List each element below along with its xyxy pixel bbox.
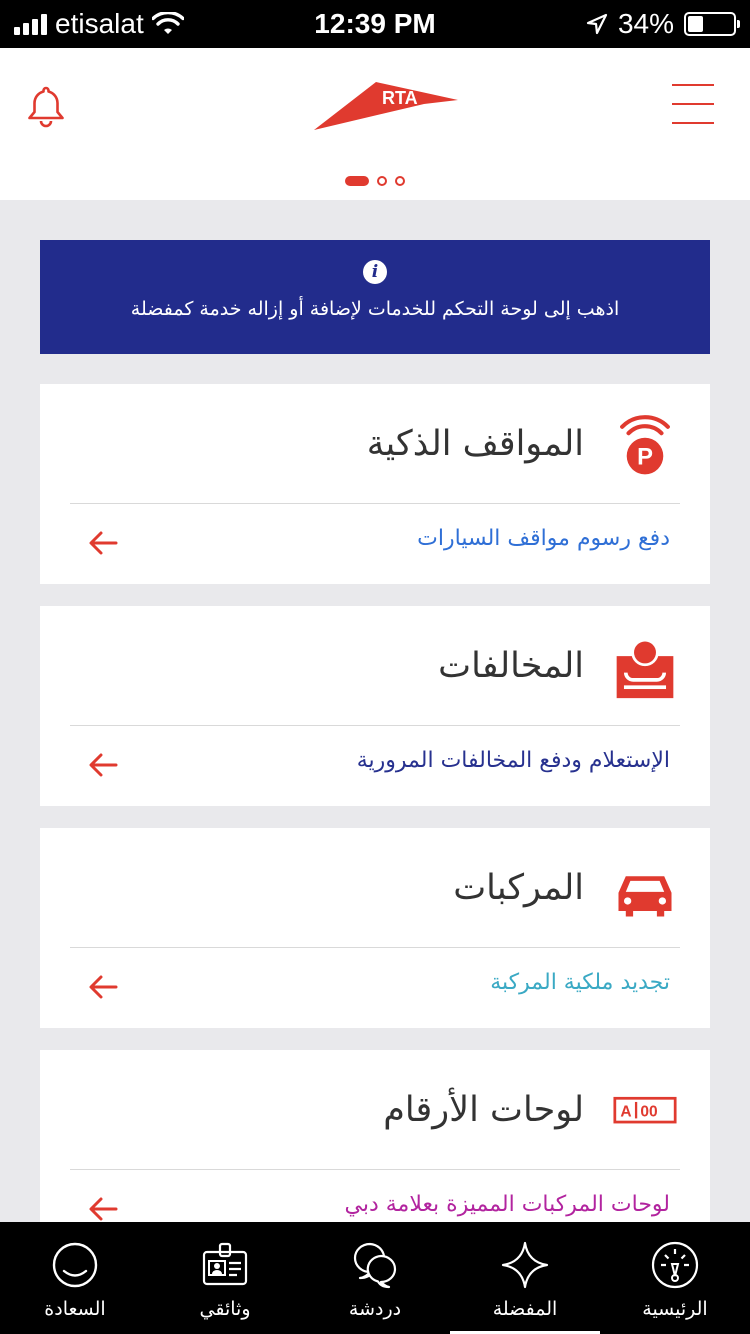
page-indicator	[0, 176, 750, 186]
documents-icon	[200, 1240, 250, 1290]
nav-label: السعادة	[44, 1298, 106, 1320]
arrow-left-icon	[88, 974, 118, 1000]
nav-home[interactable]	[600, 1222, 750, 1334]
car-icon	[610, 858, 680, 922]
nav-label: المفضلة	[492, 1298, 558, 1320]
page-dot[interactable]	[377, 176, 387, 186]
plate-icon	[610, 1080, 680, 1144]
home-gauge-icon	[650, 1240, 700, 1290]
svg-text:P: P	[637, 443, 653, 471]
service-card-plates	[40, 1050, 710, 1222]
svg-text:00: 00	[640, 1103, 658, 1121]
rta-logo	[312, 78, 462, 134]
parking-icon	[610, 414, 680, 478]
rta-logo-text: RTA	[382, 88, 418, 108]
service-link-row[interactable]	[70, 504, 680, 584]
nav-favorites[interactable]	[450, 1222, 600, 1334]
battery-icon	[684, 12, 736, 36]
nav-happiness[interactable]	[0, 1222, 150, 1334]
service-link[interactable]: الإستعلام ودفع المخالفات المرورية	[356, 748, 670, 773]
service-link[interactable]: دفع رسوم مواقف السيارات	[417, 526, 670, 551]
happiness-icon	[50, 1240, 100, 1290]
nav-chat[interactable]	[300, 1222, 450, 1334]
nav-documents[interactable]	[150, 1222, 300, 1334]
page-dot[interactable]	[345, 176, 369, 186]
status-bar	[0, 0, 750, 48]
card-title: المخالفات	[438, 646, 584, 686]
chat-icon	[350, 1240, 400, 1290]
service-link[interactable]: لوحات المركبات المميزة بعلامة دبي	[344, 1192, 670, 1217]
svg-text:A: A	[620, 1103, 632, 1121]
service-link-row[interactable]	[70, 726, 680, 806]
nav-label: وثائقي	[199, 1298, 251, 1320]
nav-label: الرئيسية	[642, 1298, 708, 1320]
nav-label: دردشة	[348, 1298, 402, 1320]
info-icon: i	[363, 260, 387, 284]
bell-icon[interactable]	[26, 84, 66, 128]
service-link-row[interactable]	[70, 948, 680, 1028]
card-title: لوحات الأرقام	[383, 1090, 584, 1130]
info-banner-text: اذهب إلى لوحة التحكم للخدمات لإضافة أو إزاله خدمة كمفضلة	[130, 298, 620, 320]
service-card-vehicles	[40, 828, 710, 1028]
fines-icon	[610, 636, 680, 700]
arrow-left-icon	[88, 1196, 118, 1222]
card-title: المركبات	[453, 868, 584, 908]
service-card-fines	[40, 606, 710, 806]
location-arrow-icon	[586, 13, 608, 35]
hamburger-menu-icon[interactable]	[672, 84, 714, 126]
arrow-left-icon	[88, 530, 118, 556]
bottom-nav	[0, 1222, 750, 1334]
service-link-row[interactable]	[70, 1170, 680, 1222]
carrier-label: etisalat	[55, 8, 144, 39]
battery-percent: 34%	[617, 8, 674, 39]
app-header	[0, 48, 750, 200]
service-card-parking	[40, 384, 710, 584]
page-dot[interactable]	[395, 176, 405, 186]
favorites-star-icon	[500, 1240, 550, 1290]
info-banner	[40, 240, 710, 354]
arrow-left-icon	[88, 752, 118, 778]
service-link[interactable]: تجديد ملكية المركبة	[490, 970, 670, 995]
clock: 12:39 PM	[314, 8, 436, 39]
card-title: المواقف الذكية	[366, 424, 584, 464]
